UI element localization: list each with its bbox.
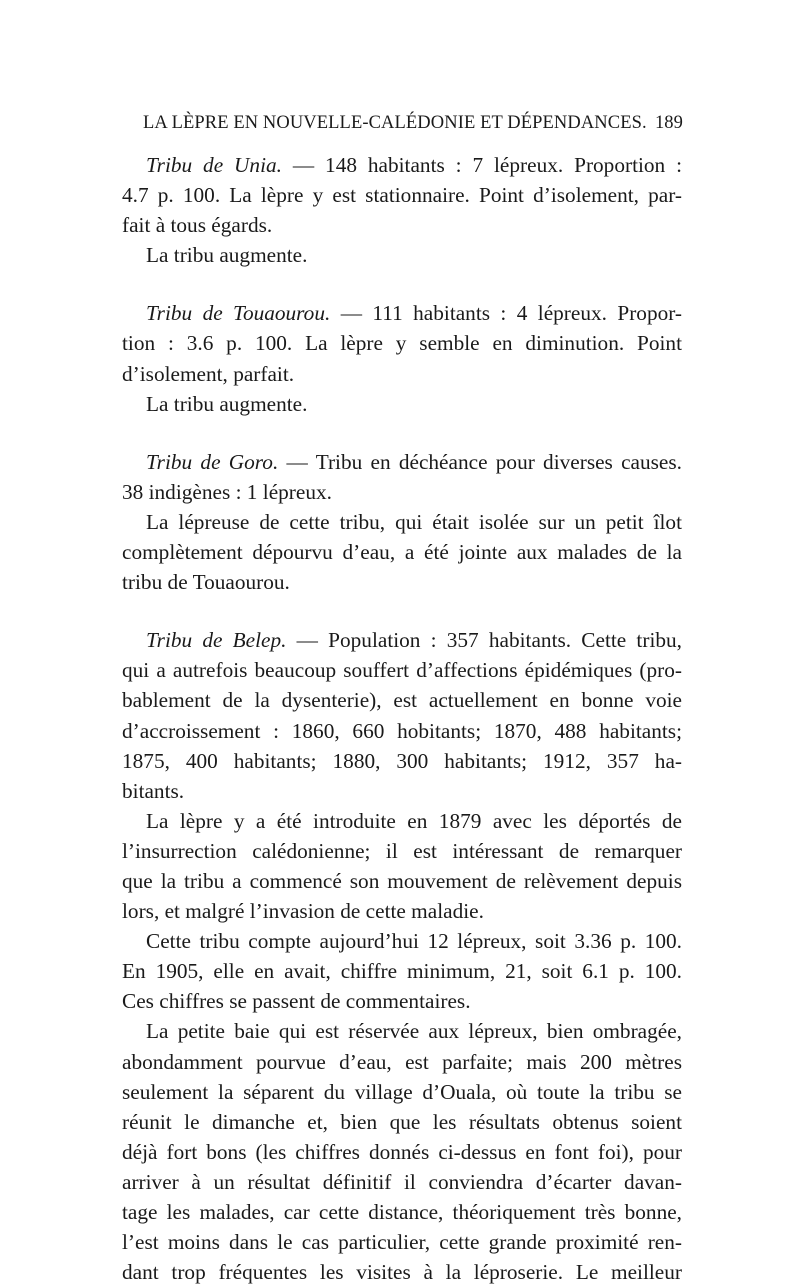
line-text: Ces chiffres se passent de commentaires. (122, 989, 471, 1014)
line-text: l’insurrection calédonienne; il est intéressant de remarquer (122, 838, 682, 863)
text-line (122, 359, 682, 389)
line-text: déjà fort bons (les chiffres donnés ci-dessus en font foi), pour (122, 1139, 682, 1164)
line-text: — Tribu en déchéance pour diverses causes. (278, 449, 682, 474)
text-line (122, 1137, 682, 1167)
line-text: — 111 habitants : 4 lépreux. Propor- (330, 301, 682, 326)
line-text: bitants. (122, 778, 185, 803)
text-line (122, 1077, 682, 1107)
text-line (122, 150, 682, 180)
text-line (122, 1227, 682, 1257)
text-line (122, 986, 682, 1016)
line-text: — 148 habitants : 7 lépreux. Proportion : (281, 153, 683, 177)
line-text: 1875, 400 habitants; 1880, 300 habitants; 1912, 357 ha- (122, 748, 682, 773)
text-line (122, 926, 682, 956)
line-text: lors, et malgré l’invasion de cette maladie. (122, 899, 484, 924)
line-text: tion : 3.6 p. 100. La lèpre y semble en diminution. Point (122, 331, 682, 356)
line-text: complètement dépourvu d’eau, a été jointe aux malades de la (122, 540, 682, 565)
text-line (122, 1107, 682, 1137)
line-text: réunit le dimanche et, bien que les résultats obtenus soient (122, 1109, 682, 1134)
paragraph-gap (122, 419, 682, 447)
text-line (122, 477, 682, 507)
line-text: La lépreuse de cette tribu, qui était isolée sur un petit îlot (146, 509, 682, 534)
text-line (122, 866, 682, 896)
text-line (122, 1257, 682, 1287)
tribe-name: Tribu de Unia. (146, 153, 282, 177)
text-line (122, 625, 682, 655)
tribe-name: Tribu de Goro. (146, 449, 279, 474)
line-text: l’est moins dans le cas particulier, cette grande proximité ren- (122, 1230, 682, 1255)
text-line (122, 210, 682, 240)
line-text: La petite baie qui est réservée aux lépreux, bien ombragée, (146, 1019, 682, 1044)
line-text: seulement la séparent du village d’Ouala, où toute la tribu se (122, 1079, 682, 1104)
line-text: tribu de Touaourou. (122, 570, 290, 595)
text-line (122, 685, 682, 715)
text-line (122, 896, 682, 926)
body-text (122, 150, 682, 1287)
text-line (122, 537, 682, 567)
text-line (122, 956, 682, 986)
running-title: LA LÈPRE EN NOUVELLE-CALÉDONIE ET DÉPENDANCES. (143, 113, 647, 133)
line-text: La lèpre y a été introduite en 1879 avec les déportés de (146, 808, 682, 833)
line-text: abondamment pourvue d’eau, est parfaite; mais 200 mètres (122, 1049, 682, 1074)
text-line (122, 1197, 682, 1227)
line-text: Cette tribu compte aujourd’hui 12 lépreux, soit 3.36 p. 100. (146, 929, 682, 954)
page-number: 189 (654, 113, 683, 133)
line-text: La tribu augmente. (146, 243, 308, 268)
line-text: que la tribu a commencé son mouvement de relèvement depuis (122, 868, 682, 893)
line-text: d’accroissement : 1860, 660 hobitants; 1870, 488 habitants; (122, 718, 682, 743)
line-text: tage les malades, car cette distance, théoriquement très bonne, (122, 1200, 682, 1224)
line-text: 4.7 p. 100. La lèpre y est stationnaire. Point d’isolement, par- (122, 183, 682, 208)
line-text: En 1905, elle en avait, chiffre minimum, 21, soit 6.1 p. 100. (122, 959, 682, 984)
line-text: bablement de la dysenterie), est actuellement en bonne voie (122, 688, 682, 713)
text-line (122, 836, 682, 866)
text-line (122, 746, 682, 776)
line-text: qui a autrefois beaucoup souffert d’affections épidémiques (pro- (122, 658, 682, 683)
line-text: 38 indigènes : 1 lépreux. (122, 479, 332, 504)
text-line (122, 567, 682, 597)
paragraph-gap (122, 270, 682, 298)
text-line (122, 1167, 682, 1197)
text-line (122, 328, 682, 358)
text-line (122, 716, 682, 746)
paragraph-gap (122, 597, 682, 625)
line-text: arriver à un résultat définitif il conviendra d’écarter davan- (122, 1169, 682, 1194)
text-line (122, 447, 682, 477)
line-text: La tribu augmente. (146, 391, 308, 416)
line-text: dant trop fréquentes les visites à la léproserie. Le meilleur (122, 1260, 682, 1285)
line-text: fait à tous égards. (122, 213, 273, 238)
text-line (122, 180, 682, 210)
line-text: — Population : 357 habitants. Cette tribu, (286, 628, 682, 653)
tribe-name: Tribu de Touaourou. (146, 301, 331, 326)
text-line (122, 507, 682, 537)
text-line (122, 298, 682, 328)
text-line (122, 1047, 682, 1077)
text-line (122, 655, 682, 685)
text-line (122, 1016, 682, 1046)
text-line (122, 776, 682, 806)
text-line (122, 240, 682, 270)
text-line (122, 806, 682, 836)
tribe-name: Tribu de Belep. (146, 628, 287, 653)
text-line (122, 389, 682, 419)
line-text: d’isolement, parfait. (122, 361, 295, 386)
